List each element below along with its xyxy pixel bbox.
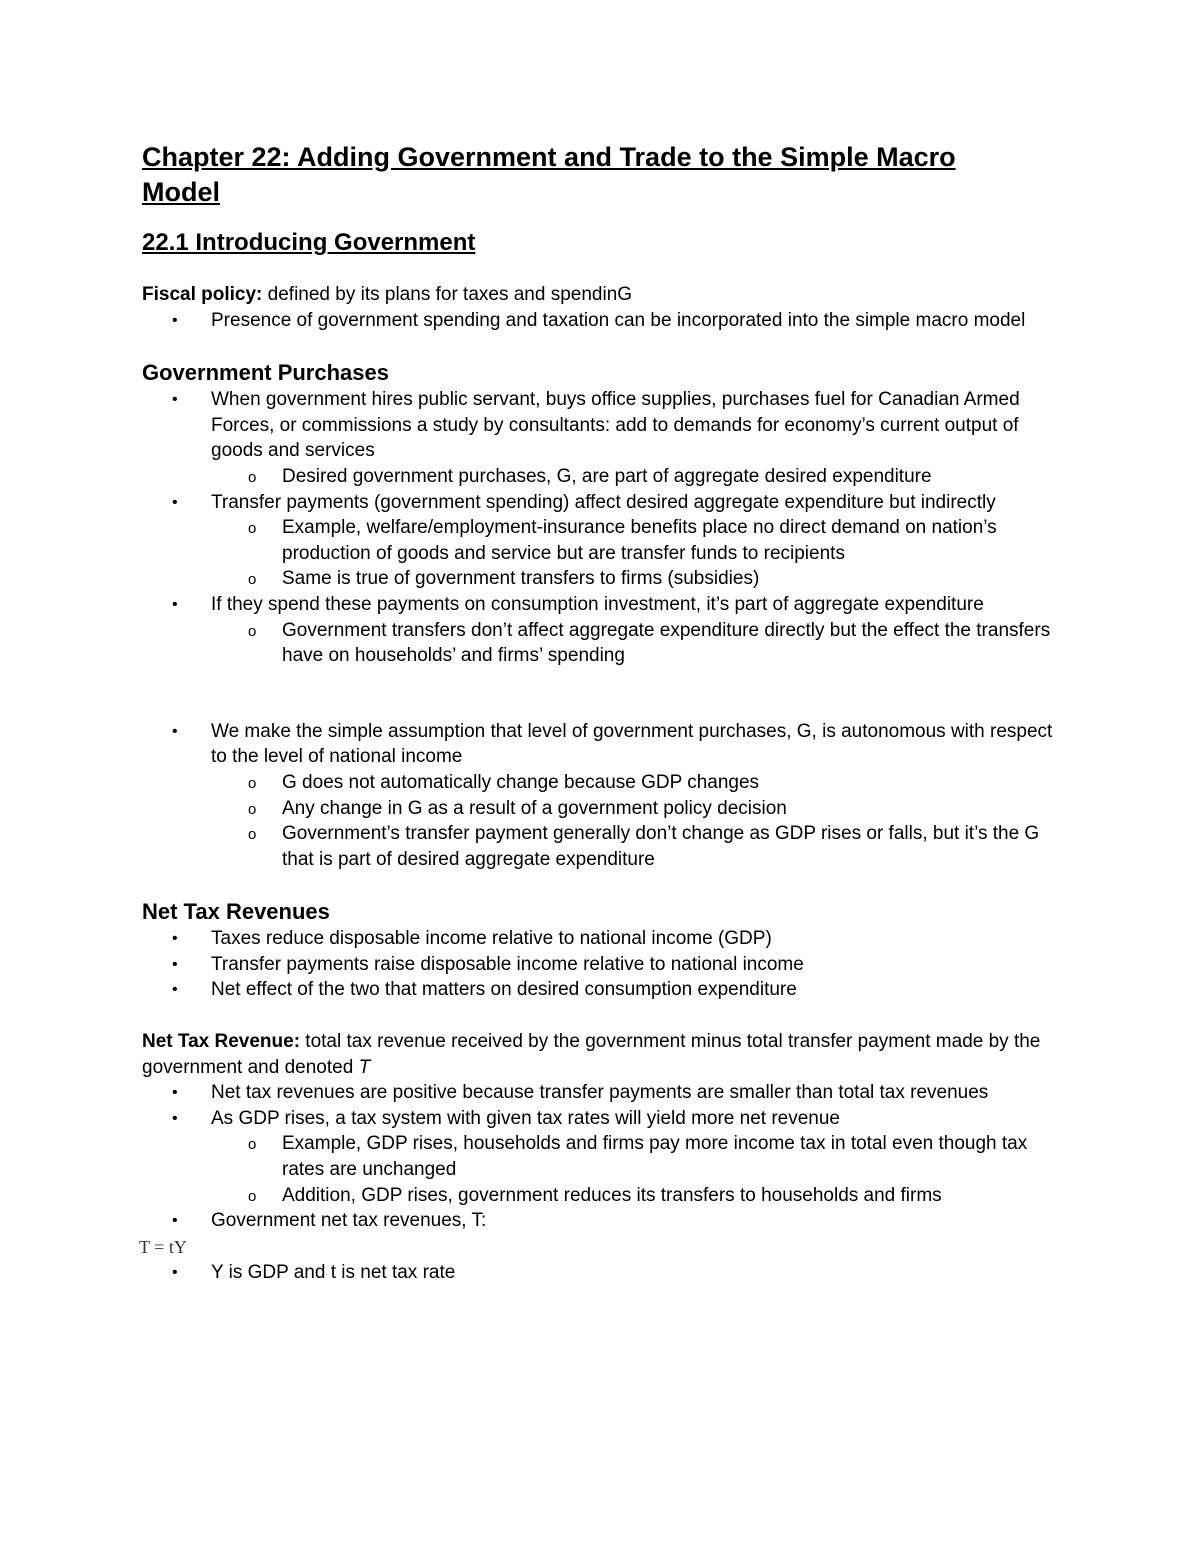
section-title: 22.1 Introducing Government [142, 229, 476, 256]
government-purchases-heading: Government Purchases [142, 360, 389, 386]
sub-bullet-icon: o [248, 468, 257, 486]
list-item: • Presence of government spending and taxation can be incorporated into the simple macro model [142, 308, 1072, 334]
fiscal-policy-definition: Fiscal policy: defined by its plans for taxes and spendinG [142, 284, 633, 305]
sub-bullet-icon: o [248, 800, 257, 818]
sub-list-item: o Desired government purchases, G, are part of aggregate desired expenditure [142, 464, 1072, 490]
sub-list-item: o Addition, GDP rises, government reduces its transfers to households and firms [142, 1183, 1072, 1209]
net-tax-revenue-definition: Net Tax Revenue: total tax revenue received by the government minus total transfer payment made by the government and denoted T [142, 1031, 1041, 1078]
document-page [139, 140, 1072, 1285]
bullet-icon: • [172, 595, 178, 613]
bullet-icon: • [172, 391, 178, 409]
list-item: • Transfer payments (government spending) affect desired aggregate expenditure but indirectly o Example, welfare/employment-insurance benefits place no direct demand on nation’s production of goods and service but are transfer funds to recipients o Same is true of government transfers to firms (subsidies) [142, 490, 1072, 592]
list-item: • Y is GDP and t is net tax rate [142, 1260, 1072, 1286]
sub-list-item: o Government’s transfer payment generally don’t change as GDP rises or falls, but it’s the G that is part of desired aggregate expenditure [248, 823, 1040, 870]
bullet-icon: • [172, 493, 178, 511]
list-item: • Government net tax revenues, T: [142, 1208, 1072, 1234]
net-tax-list [142, 926, 1072, 1003]
sub-bullet-icon: o [248, 774, 257, 792]
list-item: • Net effect of the two that matters on desired consumption expenditure [142, 977, 1072, 1003]
sub-list-item: o Same is true of government transfers to firms (subsidies) [142, 566, 1072, 592]
formula-explanation-list [142, 1260, 1072, 1286]
chapter-title: Chapter 22: Adding Government and Trade to the Simple Macro Model [142, 142, 956, 207]
bullet-icon: • [172, 311, 178, 329]
fiscal-policy-list [142, 308, 1072, 334]
sub-list-item: o Government transfers don’t affect aggregate expenditure directly but the effect the transfers have on households’ and firms’ spending [248, 619, 1051, 667]
sub-list-item: o Any change in G as a result of a government policy decision [142, 796, 1072, 822]
bullet-icon: • [172, 1084, 178, 1102]
list-item: • Taxes reduce disposable income relative to national income (GDP) [142, 926, 1072, 952]
list-item: • As GDP rises, a tax system with given tax rates will yield more net revenue o Example, GDP rises, households and firms pay more income tax in total even though tax rates are unchanged o Addition, GDP rises, government reduces its transfers to households and firms [142, 1106, 1072, 1208]
bullet-icon: • [172, 955, 178, 973]
bullet-icon: • [172, 1109, 178, 1127]
list-item: • When government hires public servant, buys office supplies, purchases fuel for Canadian Armed Forces, or commissions a study by consultants: add to demands for economy’s current output of goods and services o Desired government purchases, G, are part of aggregate desired expenditure [142, 387, 1072, 489]
sub-bullet-icon: o [248, 520, 257, 538]
net-tax-revenues-heading: Net Tax Revenues [142, 899, 330, 925]
sub-list [142, 464, 1072, 490]
list-item: • If they spend these payments on consumption investment, it’s part of aggregate expenditure o Government transfers don’t affect aggregate expenditure directly but the effect the transfers have on households’ and firms’ spending [142, 592, 1072, 669]
bullet-icon: • [172, 722, 178, 740]
bullet-icon: • [172, 1212, 178, 1230]
bullet-icon: • [172, 930, 178, 948]
tax-formula: T = tY [139, 1236, 187, 1257]
sub-list [142, 770, 1072, 872]
sub-list-item: o Example, GDP rises, households and firms pay more income tax in total even though tax rates are unchanged [248, 1133, 1028, 1181]
list-item: • Net tax revenues are positive because transfer payments are smaller than total tax revenues [142, 1080, 1072, 1106]
government-purchases-list-2 [142, 719, 1072, 873]
sub-list-item: o Example, welfare/employment-insurance benefits place no direct demand on nation’s production of goods and service but are transfer funds to recipients [248, 517, 997, 564]
government-purchases-list [142, 387, 1072, 669]
sub-list [142, 618, 1072, 669]
sub-bullet-icon: o [248, 622, 257, 640]
sub-bullet-icon: o [248, 1187, 257, 1205]
sub-list [142, 515, 1072, 592]
net-tax-definition-list [142, 1080, 1072, 1234]
list-item: • Transfer payments raise disposable income relative to national income [142, 952, 1072, 978]
sub-list [142, 1131, 1072, 1208]
sub-list-item: o G does not automatically change because GDP changes [142, 770, 1072, 796]
sub-bullet-icon: o [248, 571, 257, 589]
sub-bullet-icon: o [248, 826, 257, 844]
sub-bullet-icon: o [248, 1136, 257, 1154]
bullet-icon: • [172, 1263, 178, 1281]
list-item: • We make the simple assumption that level of government purchases, G, is autonomous with respect to the level of national income o G does not automatically change because GDP changes o Any change in G as a result of a government policy decision o Government’s transfer payment generally don’t change as GDP rises or falls, but it’s the G that is part of desired aggregate expenditure [142, 719, 1072, 873]
bullet-icon: • [172, 981, 178, 999]
